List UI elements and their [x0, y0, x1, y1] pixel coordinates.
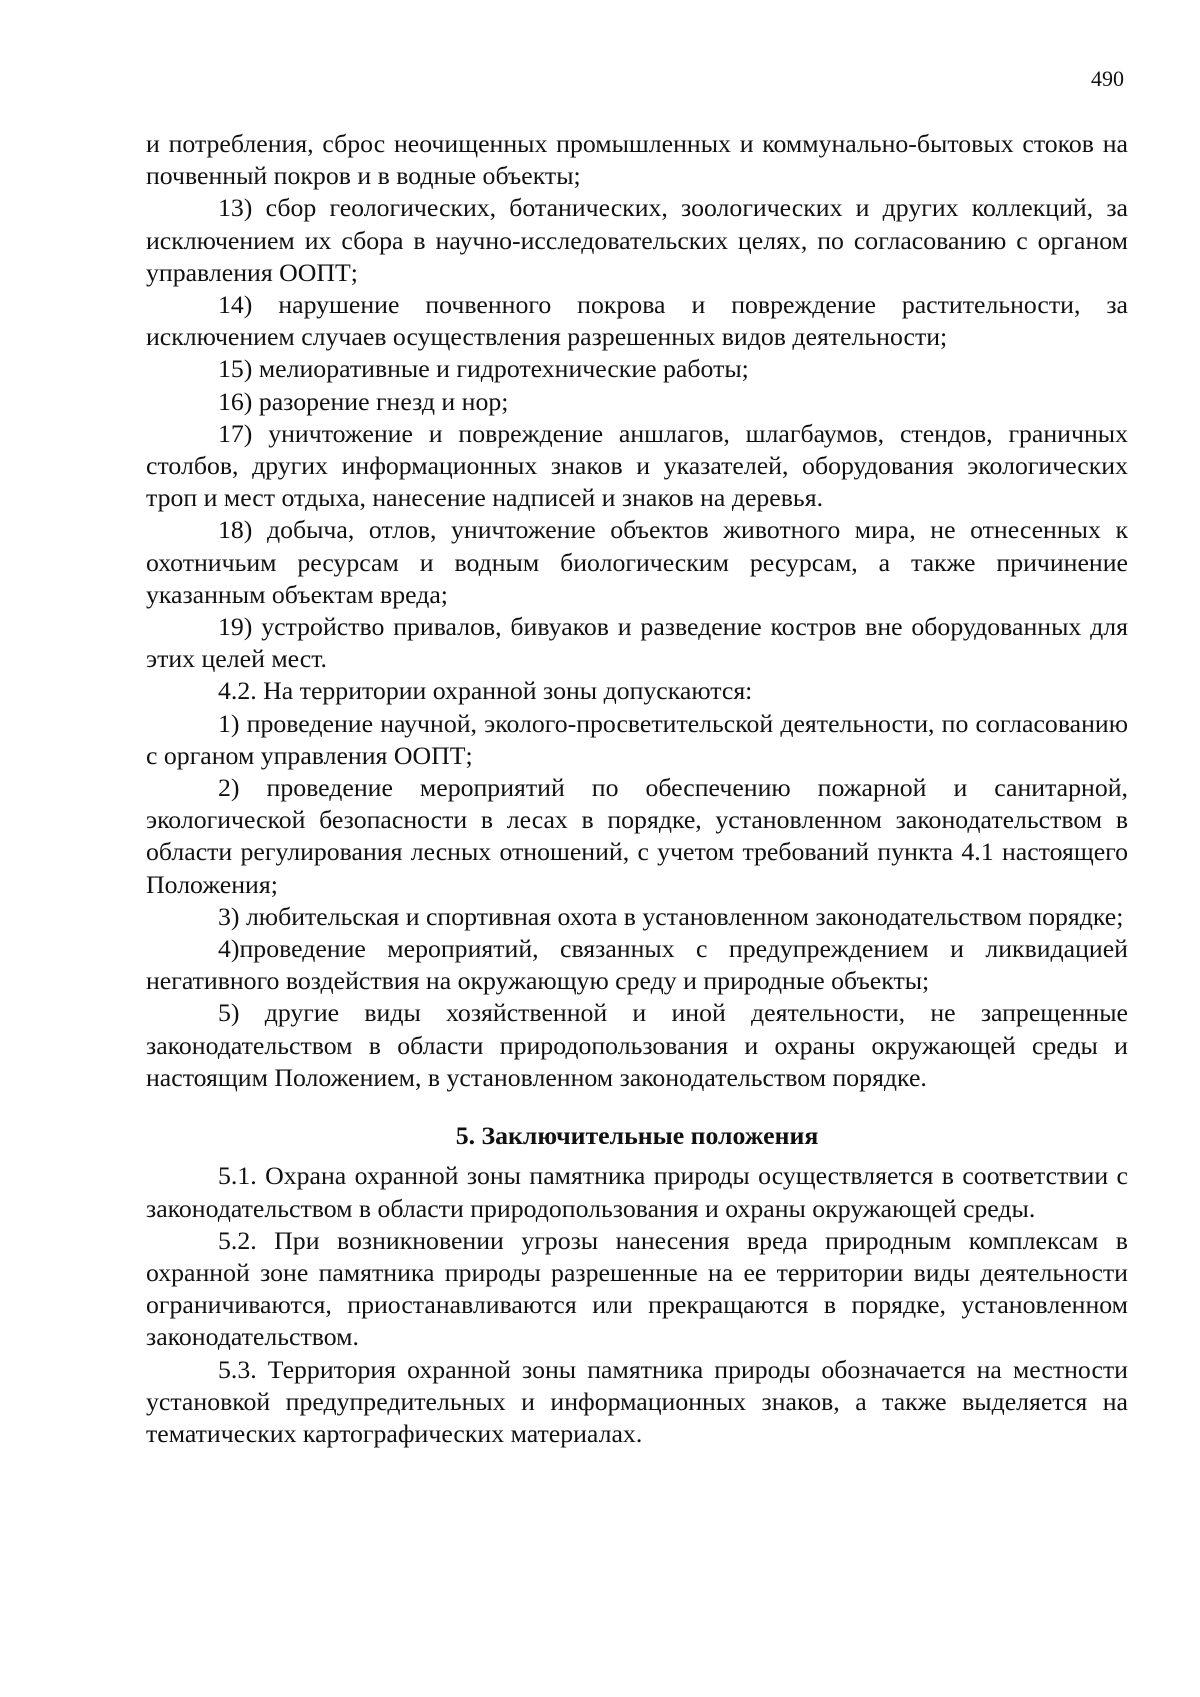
list-item-14: 14) нарушение почвенного покрова и повреждение растительности, за исключением случаев осуществления разрешенных видов деятельности; — [146, 290, 1128, 352]
list-item-13: 13) сбор геологических, ботанических, зоологических и других коллекций, за исключением их сбора в научно-исследовательских целях, по согласованию с органом управления ООПТ; — [146, 193, 1128, 287]
list-item-5: 5) другие виды хозяйственной и иной деятельности, не запрещенные законодательством в области природопользования и охраны окружающей среды и настоящим Положением, в установленном законодательством порядке. — [146, 998, 1128, 1092]
list-item-17: 17) уничтожение и повреждение аншлагов, шлагбаумов, стендов, граничных столбов, других информационных знаков и указателей, оборудования экологических троп и мест отдыха, нанесение надписей и знаков на деревья. — [146, 418, 1128, 513]
clause-5-2: 5.2. При возникновении угрозы нанесения вреда природным комплексам в охранной зоне памятника природы разрешенные на ее территории виды деятельности ограничиваются, приостанавливаются или прекращаются в порядке, установленном законодательством. — [146, 1225, 1128, 1352]
clause-5-1: 5.1. Охрана охранной зоны памятника природы осуществляется в соответствии с законодательством в области природопользования и охраны окружающей среды. — [146, 1161, 1128, 1223]
list-item-4: 4)проведение мероприятий, связанных с предупреждением и ликвидацией негативного воздействия на окружающую среду и природные объекты; — [146, 934, 1128, 996]
list-item-3: 3) любительская и спортивная охота в установленном законодательством порядке; — [218, 901, 1124, 931]
clause-5-3: 5.3. Территория охранной зоны памятника природы обозначается на местности установкой предупредительных и информационных знаков, а также выделяется на тематических картографических материалах. — [146, 1354, 1128, 1448]
page-number: 490 — [1091, 66, 1124, 91]
paragraph: и потребления, сброс неочищенных промышленных и коммунально-бытовых стоков на почвенный покров и в водные объекты; — [146, 129, 1128, 191]
list-item-18: 18) добыча, отлов, уничтожение объектов животного мира, не отнесенных к охотничьим ресурсам и водным биологическим ресурсам, а также причинение указанным объектам вреда; — [146, 515, 1128, 609]
paragraphs-after-section — [146, 1160, 1128, 1450]
list-item-2: 2) проведение мероприятий по обеспечению пожарной и санитарной, экологической безопасности в лесах в порядке, установленном законодательством в области регулирования лесных отношений, с учетом требований пункта 4.1 настоящего Положения; — [146, 773, 1128, 899]
section-heading: 5. Заключительные положения — [455, 1121, 819, 1151]
paragraphs-before-section — [146, 128, 1128, 1094]
list-item-19: 19) устройство привалов, бивуаков и разведение костров вне оборудованных для этих целей мест. — [146, 612, 1128, 674]
clause-4-2: 4.2. На территории охранной зоны допускаются: — [218, 676, 753, 706]
list-item-1: 1) проведение научной, эколого-просветительской деятельности, по согласованию с органом управления ООПТ; — [146, 708, 1128, 770]
document-body — [146, 128, 1128, 1450]
list-item-15: 15) мелиоративные и гидротехнические работы; — [218, 354, 749, 384]
list-item-16: 16) разорение гнезд и нор; — [218, 386, 509, 416]
